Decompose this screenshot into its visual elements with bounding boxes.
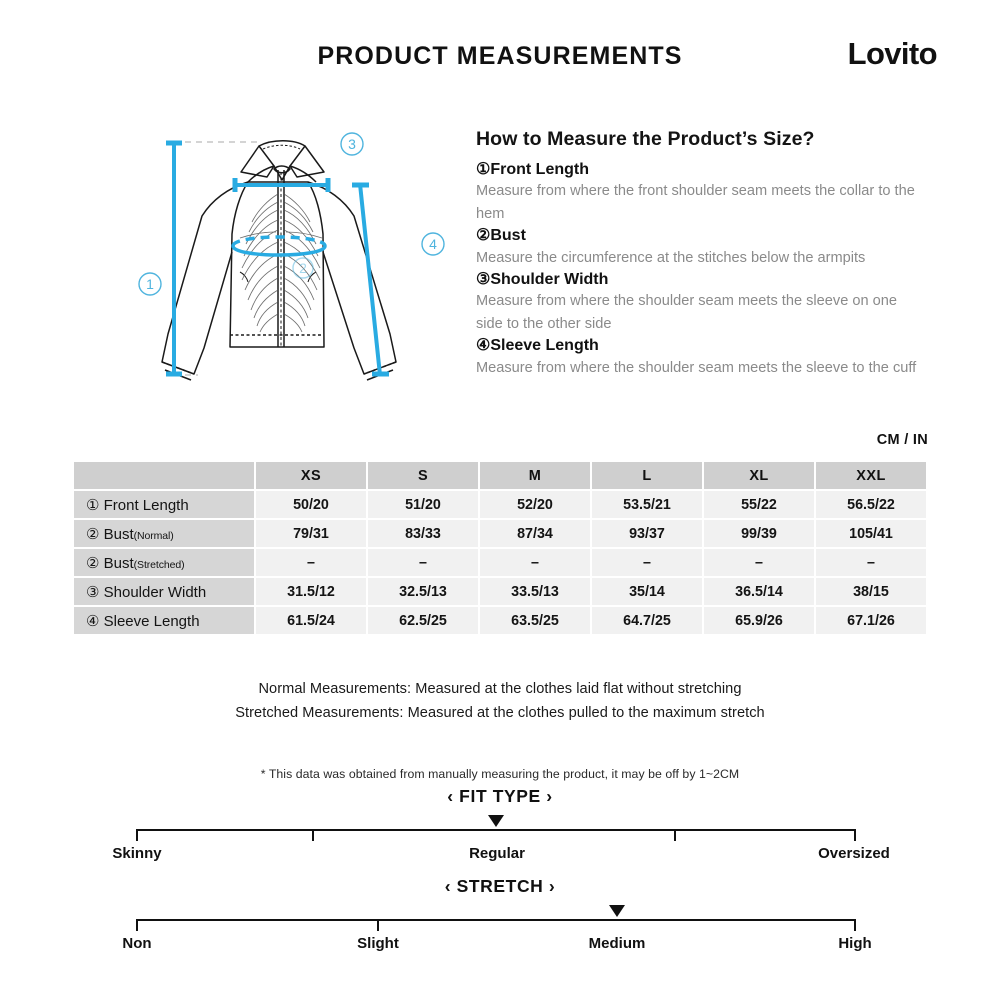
sleeve-length-line — [360, 184, 380, 375]
cell-bust-normal-l: 93/37 — [592, 520, 702, 547]
garment-outline — [162, 141, 396, 380]
stretch-tick-1 — [377, 919, 379, 931]
cell-sleeve-length-xxl: 67.1/26 — [816, 607, 926, 634]
row-label-front-length — [74, 491, 254, 518]
cell-bust-normal-s: 83/33 — [368, 520, 478, 547]
fit-type-tick-1 — [312, 829, 314, 841]
cell-bust-normal-xl: 99/39 — [704, 520, 814, 547]
row-label-text: Shoulder Width — [103, 583, 207, 601]
bust-measure-line — [233, 237, 325, 255]
stretch-title: ‹ STRETCH › — [444, 876, 556, 896]
fit-type-tick-0 — [136, 829, 138, 841]
table-header-row — [74, 462, 926, 489]
table-header-size-xxl: XXL — [816, 462, 926, 489]
cell-shoulder-width-s: 32.5/13 — [368, 578, 478, 605]
row-label-sub: (Stretched) — [133, 558, 185, 571]
brand-logo: Lovito — [847, 36, 937, 71]
note-stretched-measurements: Stretched Measurements: Measured at the clothes pulled to the maximum stretch — [235, 704, 765, 721]
marker-4-text: 4 — [429, 236, 437, 252]
cell-bust-stretched-xxl: – — [816, 549, 926, 576]
stretch-label-high: High — [838, 935, 872, 952]
row-label-bust-stretched — [74, 549, 254, 576]
cell-bust-stretched-l: – — [592, 549, 702, 576]
cell-bust-normal-xs: 79/31 — [256, 520, 366, 547]
measure-item-front-length — [476, 160, 926, 225]
fit-type-label-oversized: Oversized — [818, 845, 890, 862]
stretch-tick-0 — [136, 919, 138, 931]
table-row — [74, 607, 926, 634]
row-label-text: Bust — [103, 525, 134, 543]
table-row — [74, 491, 926, 518]
fit-type-tick-3 — [854, 829, 856, 841]
fit-type-selected-marker — [488, 815, 504, 827]
marker-3-text: 3 — [348, 136, 356, 152]
fit-type-tick-2 — [674, 829, 676, 841]
garment-diagram-svg — [128, 122, 468, 437]
row-marker: ④ — [86, 612, 100, 630]
table-header-size-s: S — [368, 462, 478, 489]
note-normal-measurements: Normal Measurements: Measured at the clothes laid flat without stretching — [258, 681, 742, 697]
stretch-label-non: Non — [122, 935, 152, 952]
cell-sleeve-length-xl: 65.9/26 — [704, 607, 814, 634]
stretch-label-medium: Medium — [588, 935, 646, 952]
size-chart-table — [72, 460, 928, 636]
cell-shoulder-width-m: 33.5/13 — [480, 578, 590, 605]
table-header-size-xs: XS — [256, 462, 366, 489]
row-marker: ② — [86, 525, 100, 543]
row-marker: ② — [86, 554, 100, 572]
fit-type-axis — [136, 829, 856, 831]
page-header — [0, 36, 1000, 88]
cell-sleeve-length-l: 64.7/25 — [592, 607, 702, 634]
stretch-selected-marker — [609, 905, 625, 917]
cell-shoulder-width-l: 35/14 — [592, 578, 702, 605]
measure-item-bust — [476, 226, 926, 269]
measure-item-shoulder-width — [476, 270, 926, 335]
table-header-size-m: M — [480, 462, 590, 489]
marker-1-text: 1 — [146, 276, 154, 292]
measure-name-front-length: ①Front Length — [476, 161, 589, 178]
table-row — [74, 578, 926, 605]
fit-type-label-regular: Regular — [469, 845, 525, 862]
row-label-sub: (Normal) — [133, 529, 174, 542]
fit-type-axis-area — [0, 815, 1000, 861]
how-to-measure-title: How to Measure the Product’s Size? — [476, 128, 815, 150]
cell-bust-normal-m: 87/34 — [480, 520, 590, 547]
cell-sleeve-length-m: 63.5/25 — [480, 607, 590, 634]
table-row — [74, 520, 926, 547]
row-label-text: Sleeve Length — [103, 612, 200, 630]
table-header-size-l: L — [592, 462, 702, 489]
stretch-scale — [0, 876, 1000, 951]
stretch-tick-2 — [854, 919, 856, 931]
measure-name-bust: ②Bust — [476, 227, 526, 245]
cell-bust-stretched-xs: – — [256, 549, 366, 576]
how-to-measure-section — [476, 128, 926, 380]
cell-sleeve-length-xs: 61.5/24 — [256, 607, 366, 634]
fit-type-title: ‹ FIT TYPE › — [447, 786, 553, 806]
measure-item-sleeve-length — [476, 336, 926, 379]
fit-type-scale — [0, 786, 1000, 861]
row-label-text: Front Length — [103, 496, 189, 514]
measurement-notes — [0, 678, 1000, 725]
unit-label: CM / IN — [876, 432, 928, 448]
row-marker: ① — [86, 496, 100, 514]
cell-bust-normal-xxl: 105/41 — [816, 520, 926, 547]
cell-shoulder-width-xl: 36.5/14 — [704, 578, 814, 605]
cell-bust-stretched-m: – — [480, 549, 590, 576]
cell-front-length-xs: 50/20 — [256, 491, 366, 518]
measure-desc-front-length: Measure from where the front shoulder seam meets the collar to the hem — [476, 183, 915, 222]
stretch-label-slight: Slight — [357, 935, 399, 952]
measure-desc-bust: Measure the circumference at the stitches below the armpits — [476, 249, 866, 266]
row-label-sleeve-length — [74, 607, 254, 634]
cell-front-length-s: 51/20 — [368, 491, 478, 518]
table-header-size-xl: XL — [704, 462, 814, 489]
row-label-text: Bust — [103, 554, 134, 572]
stretch-axis — [136, 919, 856, 921]
measure-desc-shoulder-width: Measure from where the shoulder seam meets the sleeve on one side to the other side — [476, 293, 898, 332]
row-label-shoulder-width — [74, 578, 254, 605]
fit-type-label-skinny: Skinny — [112, 845, 162, 862]
page-title: PRODUCT MEASUREMENTS — [317, 42, 683, 70]
garment-illustration — [128, 122, 468, 437]
cell-bust-stretched-xl: – — [704, 549, 814, 576]
cell-shoulder-width-xs: 31.5/12 — [256, 578, 366, 605]
table-body — [74, 491, 926, 634]
stretch-axis-area — [0, 905, 1000, 951]
marker-2-text: 2 — [299, 260, 307, 276]
cell-front-length-xxl: 56.5/22 — [816, 491, 926, 518]
table-header-blank — [74, 462, 254, 489]
row-marker: ③ — [86, 583, 100, 601]
cell-shoulder-width-xxl: 38/15 — [816, 578, 926, 605]
cell-front-length-l: 53.5/21 — [592, 491, 702, 518]
measure-desc-sleeve-length: Measure from where the shoulder seam meets the sleeve to the cuff — [476, 359, 917, 376]
row-label-bust-normal — [74, 520, 254, 547]
measurement-disclaimer: * This data was obtained from manually measuring the product, it may be off by 1~2CM — [260, 767, 740, 781]
measure-name-sleeve-length: ④Sleeve Length — [476, 337, 599, 355]
cell-bust-stretched-s: – — [368, 549, 478, 576]
measure-name-shoulder-width: ③Shoulder Width — [476, 270, 609, 288]
cell-front-length-m: 52/20 — [480, 491, 590, 518]
cell-front-length-xl: 55/22 — [704, 491, 814, 518]
cell-sleeve-length-s: 62.5/25 — [368, 607, 478, 634]
table-row — [74, 549, 926, 576]
